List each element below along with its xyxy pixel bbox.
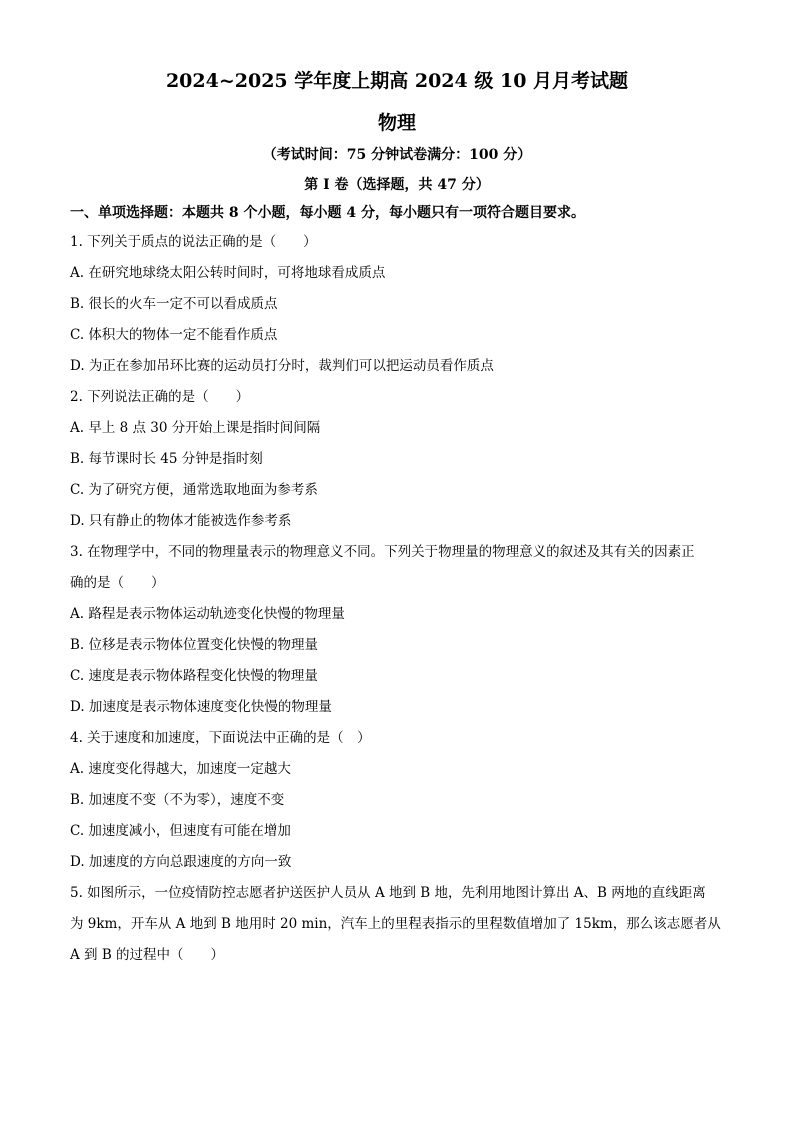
question-stem-continued: 确的是（ ） — [70, 575, 165, 591]
question-stem: 5. 如图所示，一位疫情防控志愿者护送医护人员从 A 地到 B 地，先利用地图计算出 A、B 两地的直线距离 — [70, 885, 706, 901]
option-d: D. 加速度的方向总跟速度的方向一致 — [70, 854, 292, 870]
part-heading: 第 I 卷（选择题，共 47 分） — [304, 177, 490, 193]
question-stem: 2. 下列说法正确的是（ ） — [70, 389, 250, 405]
option-c: C. 为了研究方便，通常选取地面为参考系 — [70, 482, 318, 498]
option-b: B. 位移是表示物体位置变化快慢的物理量 — [70, 637, 319, 653]
option-b: B. 很长的火车一定不可以看成质点 — [70, 296, 278, 312]
option-b: B. 加速度不变（不为零），速度不变 — [70, 792, 285, 808]
option-a: A. 路程是表示物体运动轨迹变化快慢的物理量 — [70, 606, 345, 622]
question-stem-continued: A 到 B 的过程中（ ） — [70, 947, 225, 963]
question-stem: 1. 下列关于质点的说法正确的是（ ） — [70, 234, 317, 250]
question-stem: 3. 在物理学中，不同的物理量表示的物理意义不同。下列关于物理量的物理意义的叙述及其有关的因素正 — [70, 544, 695, 560]
option-c: C. 速度是表示物体路程变化快慢的物理量 — [70, 668, 318, 684]
question-5 — [70, 878, 724, 971]
option-c: C. 加速度减小，但速度有可能在增加 — [70, 823, 291, 839]
question-4 — [70, 723, 724, 878]
question-stem: 4. 关于速度和加速度，下面说法中正确的是（ ） — [70, 730, 371, 746]
question-2 — [70, 382, 724, 537]
exam-info: （考试时间：75 分钟试卷满分：100 分） — [262, 147, 532, 163]
question-stem-continued: 为 9km，开车从 A 地到 B 地用时 20 min，汽车上的里程表指示的里程数值增加了 15km，那么该志愿者从 — [70, 916, 721, 932]
exam-title: 2024~2025 学年度上期高 2024 级 10 月月考试题 — [165, 70, 629, 92]
question-1 — [70, 227, 724, 382]
option-d: D. 只有静止的物体才能被选作参考系 — [70, 513, 292, 529]
option-a: A. 早上 8 点 30 分开始上课是指时间间隔 — [70, 420, 321, 436]
option-d: D. 为正在参加吊环比赛的运动员打分时，裁判们可以把运动员看作质点 — [70, 358, 494, 374]
question-3 — [70, 537, 724, 723]
option-b: B. 每节课时长 45 分钟是指时刻 — [70, 451, 263, 467]
option-c: C. 体积大的物体一定不能看作质点 — [70, 327, 278, 343]
option-a: A. 速度变化得越大，加速度一定越大 — [70, 761, 291, 777]
subject-title: 物理 — [377, 112, 416, 134]
section-heading: 一、单项选择题：本题共 8 个小题，每小题 4 分，每小题只有一项符合题目要求。 — [70, 205, 585, 221]
option-a: A. 在研究地球绕太阳公转时间时，可将地球看成质点 — [70, 265, 386, 281]
option-d: D. 加速度是表示物体速度变化快慢的物理量 — [70, 699, 332, 715]
